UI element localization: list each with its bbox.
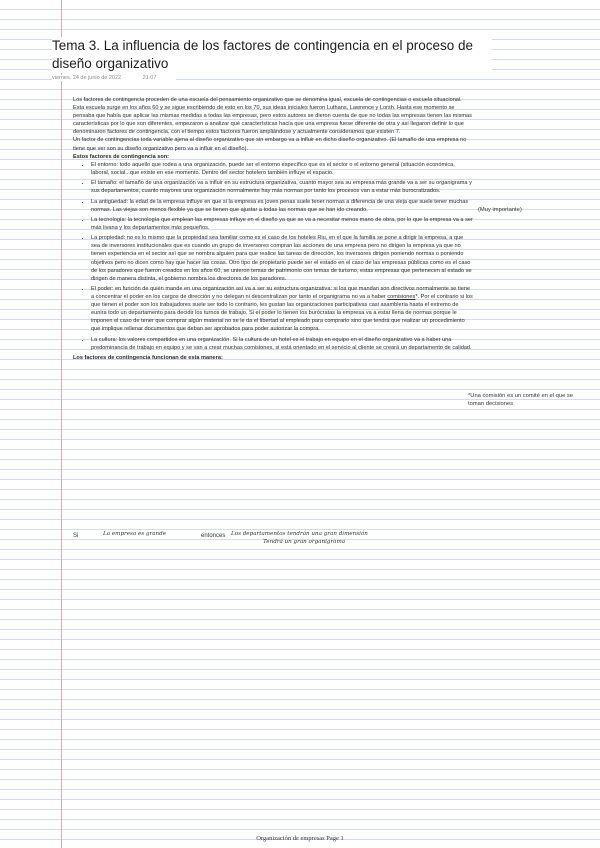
side-note-important: (Muy importante) [478,207,522,213]
if-condition: La empresa es grande [103,531,167,537]
intro-paragraph: Los factores de contingencia proceden de una escuela del pensamiento organizativo que se denomina igual, escuela de contingencias o escuela situacional. Esta escuela surge en los años 60 y se sigue escribiendo de esto en los 70, sus ideas iniciales fueron Luthans, Lawrence y Lorsh. Hasta ese momento se pensaba que había que aplicar las mismas medidas a todas las empresas, pero estos autores se dieron cuenta de que no todas las empresas tienen las mismas características por lo que son diferentes, empezaron a analizar qué características hacía que una empresa fuese diferente de otra y así llegaron definir lo que denominaron factores de contingencia, con el tiempo estos factores fueron ampliándose y actualmente consideramos que existen 7. [73,97,472,136]
page-time: 21:07 [142,75,157,81]
factor-poder-text-2: *. Por el contrario si los que tienen el poder son los trabajadores suele ser todo lo contrario, les gustan las organizaciones participativas casi asambleria hasta el extremo de eunira todo un departamento para decidir los turnos de trabajo. Si el poder lo tienen los burócratas la empresa va a estar llena de normas porque le imponen el caso de tener que comprar algún material no se le da el libertad al empleado para comprarlo sino que tendrá que realizar un procedimiento que implique rellenar documentos que deban ser aprobados para poder autorizar la compra. [91,294,473,333]
page-meta [52,75,176,81]
factor-propiedad: • La propiedad: no es lo mismo que la propiedad sea familiar como es el caso de los hoteles Riu, en el que la familia se pone a dirigir la empresa, a que sea de inversores institucionales que es cuando un grupo de inversores compran las acciones de una empresa pero no dirigen la empresa ya que no tienen experiencia en el sector así que se nombra alguien para que realice las tareas de dirección, los inversores dirigen poniendo normas o poniendo objetivos pero no dicen como hay que hacer las cosas. Otro tipo de propietario puede ser el estado en el caso de las empresas públicas como es el caso de los paradores que fueron creados en los años 60, se unieron temas de patrimonio con temas de turismo, estas empresas que pertenecen al estado se dirigen de manera distinta, el gobierno nombra los directores de los paradores. [91,234,473,283]
factor-poder [91,285,473,334]
then-word: entonces [201,533,226,539]
factors-heading: Estos factores de contingencia son: [73,153,170,160]
definition-paragraph: Un factor de contingencias toda variable ajena al diseño organizativo que sin embargo va a influir en dicho diseño organizativo. (El tamaño de una empresa no tiene que ver son su diseño organizativo pero va a influir en el diseño). [73,137,467,152]
page-date: viernes, 24 de junio de 2022 [52,75,122,81]
side-note-comision: *Una comisión es un comité en el que se toman decisiones [468,393,574,407]
then-result-1: Los departamentos tendrán una gran dimensión [231,531,368,537]
factor-poder-text-1: El poder: en función de quién mande en una organización así va a ser su estructura organizativa: si los que mandan son directivos normalmente se tiene a concentrar el poder en los cargos de dirección y no delegan ni descentralizan por tanto el organigrama no va a haber [91,286,471,301]
then-result-2: Tendrá un gran organigrama [263,539,346,545]
factor-antiguedad: • La antigüedad: la edad de la empresa influye en que si la empresa es joven penas suele tener normas a diferencia de una vieja que suele tener muchas normas. Las viejas son menos flexible ya que se tienen que ajustar a todas las normas que se han ido creando. [91,198,473,214]
factor-tamano: • El tamaño: el tamaño de una organización va a influir en su estructura organizativa, cuanto mayor sea su empresa más grande va a ser su organigrama y sus departamentos, cuanto mayores una organización normalmente hay más normas por tanto los procesos van a estar más burocratizados. [91,179,473,195]
factor-cultura: • La cultura: los valores compartidos en una organización. Si la cultura de un hotel es el trabajo en equipo en el diseño organizativo va a haber una predominancia de trabajo en equipo y se van a crear muchas comisiones, si está orientado en el servicio al cliente se creará un departamento de calidad. [91,336,473,352]
page-footer: Organización de empresas Page 1 [256,835,344,842]
factor-tecnologia: • La tecnología: la tecnología que emplean las empresas influye en el diseño ya que se va a necesitar menos mano de obra, por lo que la empresa va a ser más livana y los departamentos más pequeños. [91,216,473,232]
comisiones-link[interactable]: comisiones [387,294,416,301]
if-word: Si [73,533,79,539]
note-content [73,96,473,362]
factor-entorno: • El entorno: todo aquello que rodea a una organización, puede ser el entorno específico que es el sector o el entorno general (situación económica, laboral, social...que existe en ese momento. Dentro del sector hotelero también influye el espacio. [91,161,473,177]
closing-heading: Los factores de contingencia funcionan de esta manera: [73,355,223,362]
factors-list [73,161,473,352]
page-title: Tema 3. La influencia de los factores de contingencia en el proceso de diseño organizativo [52,37,492,73]
